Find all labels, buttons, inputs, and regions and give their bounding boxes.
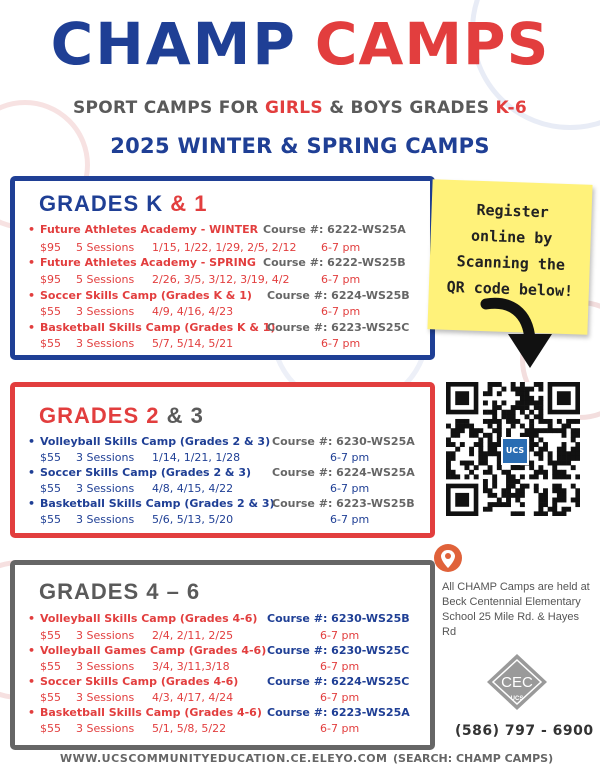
- course-name-text: Soccer Skills Camp (Grades K & 1): [40, 289, 252, 302]
- group-title-a: GRADES 4 – 6: [39, 579, 201, 604]
- course-time: 6-7 pm: [321, 241, 361, 254]
- course-time: 6-7 pm: [321, 305, 361, 318]
- course-sessions: 5 Sessions: [76, 241, 135, 254]
- grades-2-3-box: [10, 382, 435, 538]
- map-pin-icon: [433, 543, 463, 577]
- group-title-a: GRADES 2: [39, 403, 167, 428]
- course-name: • Future Athletes Academy - SPRING: [28, 256, 256, 269]
- course-name: • Volleyball Games Camp (Grades 4-6): [28, 644, 267, 657]
- course-name-text: Volleyball Skills Camp (Grades 4-6): [40, 612, 258, 625]
- course-name-text: Volleyball Games Camp (Grades 4-6): [40, 644, 267, 657]
- grades-4-6-box: [10, 560, 435, 750]
- course-name-text: Basketball Skills Camp (Grades 4-6): [40, 706, 262, 719]
- course-sessions: 3 Sessions: [76, 722, 135, 735]
- course-dates: 1/15, 1/22, 1/29, 2/5, 2/12: [152, 241, 297, 254]
- course-time: 6-7 pm: [321, 273, 361, 286]
- course-time: 6-7 pm: [330, 513, 370, 526]
- course-name-text: Basketball Skills Camp (Grades 2 & 3): [40, 497, 275, 510]
- location-text: All CHAMP Camps are held at Beck Centennial Elementary School 25 Mile Rd. & Hayes Rd: [442, 581, 590, 638]
- season-heading: 2025 WINTER & SPRING CAMPS: [110, 134, 490, 158]
- course-sessions: 3 Sessions: [76, 660, 135, 673]
- course-dates: 4/3, 4/17, 4/24: [152, 691, 234, 704]
- course-time: 6-7 pm: [320, 722, 360, 735]
- subtitle: [0, 98, 600, 118]
- course-number: Course #: 6230-WS25A: [272, 435, 415, 448]
- group-title: [39, 403, 204, 429]
- course-price: $55: [40, 722, 61, 735]
- course-name-text: Volleyball Skills Camp (Grades 2 & 3): [40, 435, 271, 448]
- website-link[interactable]: WWW.UCSCOMMUNITYEDUCATION.CE.ELEYO.COM: [60, 752, 388, 765]
- course-number: Course #: 6223-WS25C: [267, 321, 410, 334]
- qr-logo-text: UCS: [505, 446, 525, 455]
- course-sessions: 3 Sessions: [76, 691, 135, 704]
- course-price: $95: [40, 241, 61, 254]
- course-price: $55: [40, 660, 61, 673]
- group-title: [39, 191, 208, 217]
- course-number: Course #: 6223-WS25B: [272, 497, 415, 510]
- group-title-a: GRADES K: [39, 191, 171, 216]
- course-name-text: Soccer Skills Camp (Grades 2 & 3): [40, 466, 252, 479]
- course-price: $95: [40, 273, 61, 286]
- course-name-text: Basketball Skills Camp (Grades K & 1): [40, 321, 276, 334]
- sticky-line: Scanning the: [456, 252, 566, 274]
- course-number: Course #: 6223-WS25A: [267, 706, 410, 719]
- group-title-b: & 3: [166, 403, 204, 428]
- subtitle-part1: SPORT CAMPS FOR: [72, 98, 266, 118]
- course-dates: 2/26, 3/5, 3/12, 3/19, 4/2: [152, 273, 290, 286]
- course-number: Course #: 6224-WS25C: [267, 675, 410, 688]
- subtitle-girls: GIRLS: [265, 98, 323, 118]
- course-name: • Future Athletes Academy - WINTER: [28, 223, 259, 236]
- course-dates: 5/1, 5/8, 5/22: [152, 722, 227, 735]
- phone-number: (586) 797 - 6900: [455, 723, 594, 739]
- course-price: $55: [40, 451, 61, 464]
- course-name-text: Future Athletes Academy - WINTER: [40, 223, 259, 236]
- course-name: • Volleyball Skills Camp (Grades 2 & 3): [28, 435, 271, 448]
- page-title: [0, 10, 600, 80]
- course-price: $55: [40, 482, 61, 495]
- course-name: • Basketball Skills Camp (Grades K & 1): [28, 321, 276, 334]
- qr-logo: [501, 437, 529, 465]
- course-name-text: Future Athletes Academy - SPRING: [40, 256, 256, 269]
- course-price: $55: [40, 629, 61, 642]
- course-name: • Soccer Skills Camp (Grades K & 1): [28, 289, 252, 302]
- course-number: Course #: 6224-WS25A: [272, 466, 415, 479]
- grades-k-1-box: [10, 176, 435, 360]
- sticky-text: [434, 195, 588, 304]
- subtitle-amp: &: [322, 98, 351, 118]
- course-name-text: Soccer Skills Camp (Grades 4-6): [40, 675, 239, 688]
- course-name: • Basketball Skills Camp (Grades 4-6): [28, 706, 262, 719]
- course-name: • Basketball Skills Camp (Grades 2 & 3): [28, 497, 275, 510]
- course-number: Course #: 6222-WS25A: [263, 223, 406, 236]
- course-dates: 5/6, 5/13, 5/20: [152, 513, 234, 526]
- course-time: 6-7 pm: [320, 660, 360, 673]
- course-dates: 3/4, 3/11,3/18: [152, 660, 230, 673]
- course-price: $55: [40, 337, 61, 350]
- course-sessions: 3 Sessions: [76, 513, 135, 526]
- search-hint: (SEARCH: CHAMP CAMPS): [393, 752, 554, 765]
- course-time: 6-7 pm: [320, 691, 360, 704]
- course-dates: 4/9, 4/16, 4/23: [152, 305, 234, 318]
- sticky-line: QR code below!: [446, 277, 574, 301]
- qr-code-icon[interactable]: [446, 382, 580, 516]
- course-number: Course #: 6222-WS25B: [263, 256, 406, 269]
- course-sessions: 3 Sessions: [76, 451, 135, 464]
- course-price: $55: [40, 513, 61, 526]
- arrow-down-icon: [480, 296, 560, 372]
- course-sessions: 5 Sessions: [76, 273, 135, 286]
- group-title: [39, 579, 200, 605]
- course-sessions: 3 Sessions: [76, 337, 135, 350]
- course-sessions: 3 Sessions: [76, 482, 135, 495]
- course-time: 6-7 pm: [321, 337, 361, 350]
- course-name: • Soccer Skills Camp (Grades 4-6): [28, 675, 239, 688]
- course-time: 6-7 pm: [320, 629, 360, 642]
- group-title-b: & 1: [170, 191, 208, 216]
- course-price: $55: [40, 305, 61, 318]
- sticky-line: Register: [476, 200, 550, 222]
- course-time: 6-7 pm: [330, 482, 370, 495]
- course-number: Course #: 6230-WS25C: [267, 644, 410, 657]
- course-sessions: 3 Sessions: [76, 629, 135, 642]
- subtitle-grades: K-6: [495, 98, 527, 118]
- course-sessions: 3 Sessions: [76, 305, 135, 318]
- cec-logo-sub: UCS: [510, 696, 524, 702]
- course-price: $55: [40, 691, 61, 704]
- title-champ: CHAMP: [50, 10, 297, 78]
- course-number: Course #: 6230-WS25B: [267, 612, 410, 625]
- course-time: 6-7 pm: [330, 451, 370, 464]
- sticky-line: online by: [470, 226, 553, 248]
- course-name: • Soccer Skills Camp (Grades 2 & 3): [28, 466, 252, 479]
- title-camps: CAMPS: [314, 10, 550, 78]
- cec-logo-icon: [485, 652, 549, 712]
- course-number: Course #: 6224-WS25B: [267, 289, 410, 302]
- course-dates: 5/7, 5/14, 5/21: [152, 337, 234, 350]
- course-name: • Volleyball Skills Camp (Grades 4-6): [28, 612, 258, 625]
- course-dates: 2/4, 2/11, 2/25: [152, 629, 234, 642]
- course-dates: 1/14, 1/21, 1/28: [152, 451, 241, 464]
- course-dates: 4/8, 4/15, 4/22: [152, 482, 234, 495]
- cec-logo-text: CEC: [501, 674, 533, 691]
- subtitle-boys: BOYS GRADES: [350, 98, 496, 118]
